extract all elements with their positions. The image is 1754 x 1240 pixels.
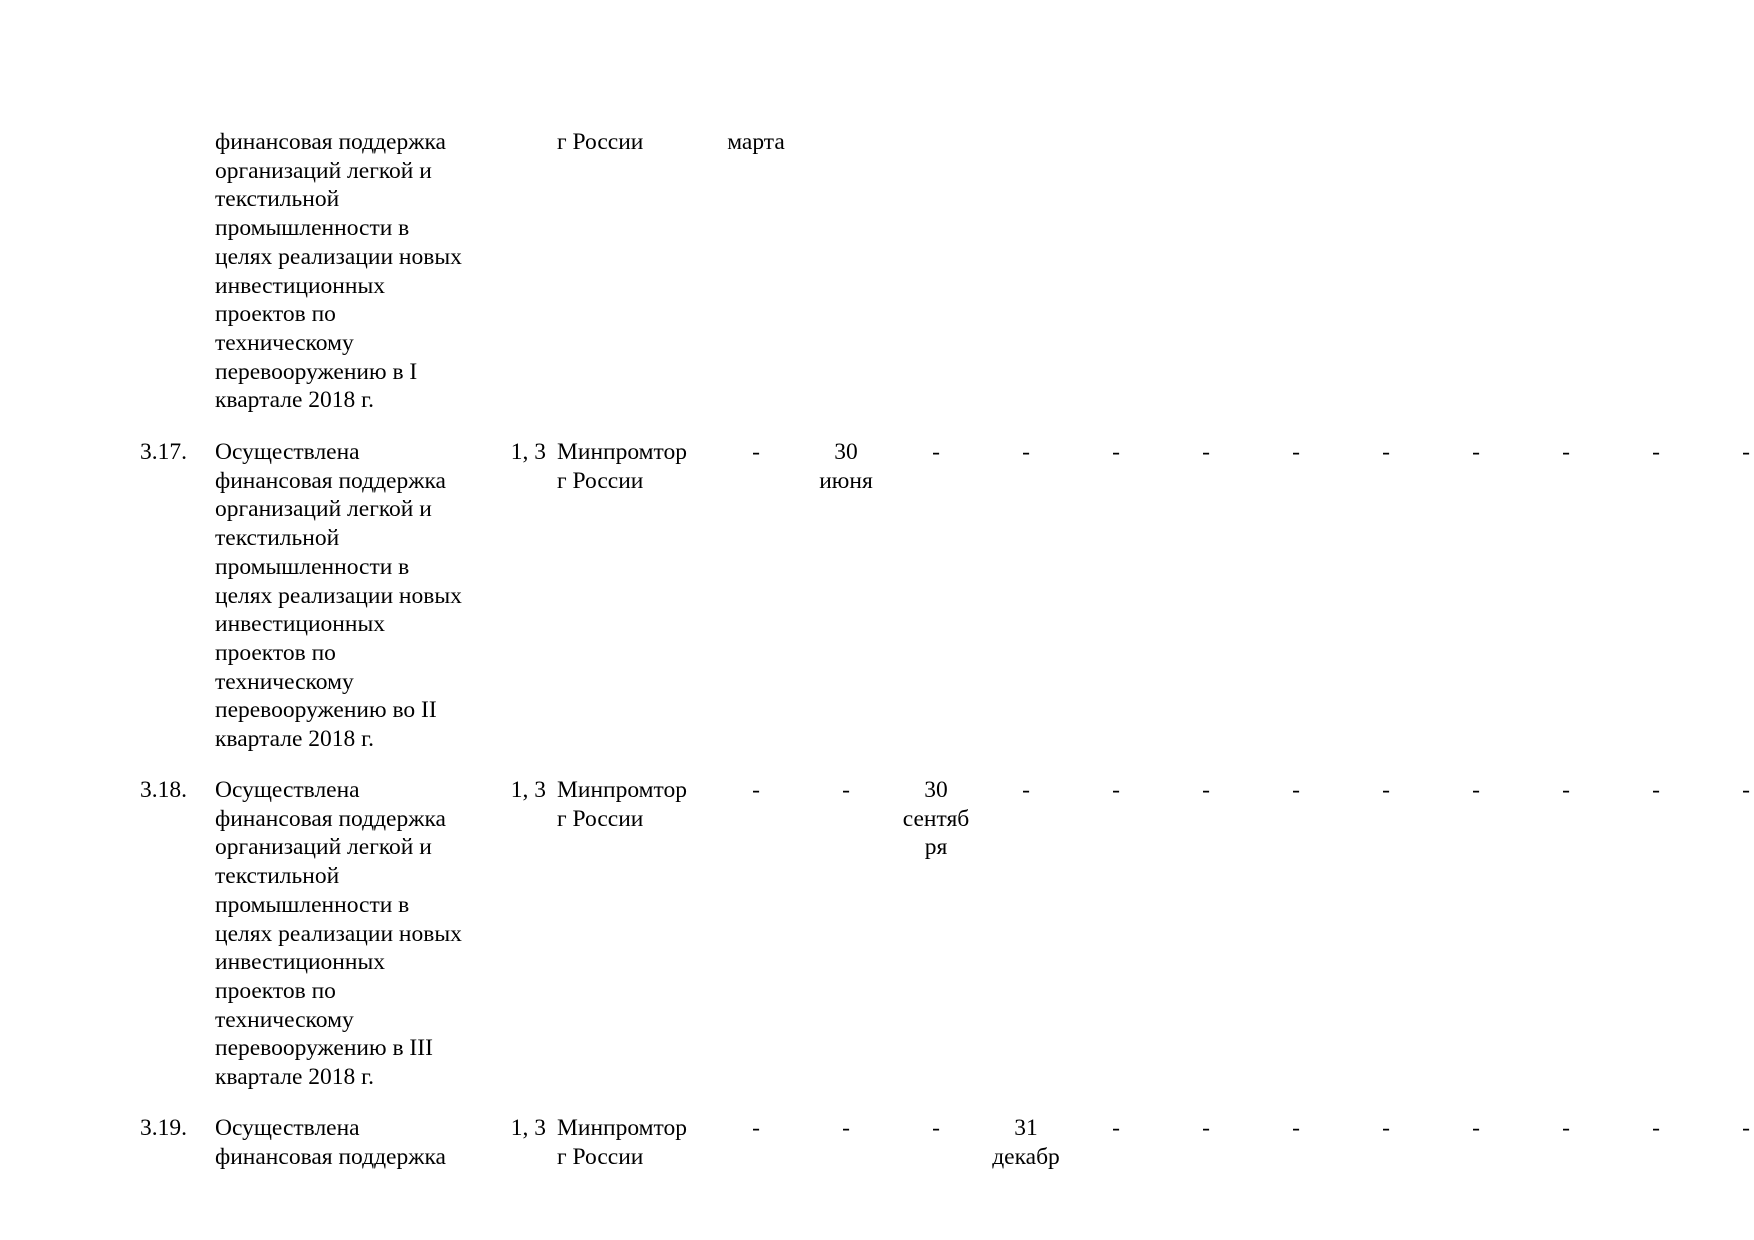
value-text: - bbox=[1292, 1115, 1300, 1141]
value-text: - bbox=[1472, 1115, 1480, 1141]
row-responsible: Минпромтор г России bbox=[557, 777, 688, 832]
row-description: финансовая поддержка организаций легкой и текстильной промышленности в целях реализации новых инвестиционных проектов по техническому перевооружению в I квартале 2018 г. bbox=[215, 129, 462, 414]
row-value bbox=[1611, 1114, 1701, 1143]
value-text: - bbox=[1562, 1115, 1570, 1141]
row-value bbox=[1071, 1114, 1161, 1143]
value-text: сентяб bbox=[902, 805, 970, 832]
value-text: 31 bbox=[1014, 1115, 1038, 1141]
value-text: - bbox=[1112, 1115, 1120, 1141]
row-value bbox=[1521, 438, 1611, 467]
row-responsible: г России bbox=[557, 129, 644, 155]
row-value bbox=[1341, 1114, 1431, 1143]
value-text: июня bbox=[819, 467, 873, 494]
row-value bbox=[1161, 776, 1251, 805]
row-value bbox=[891, 776, 981, 862]
value-text: - bbox=[1652, 439, 1660, 465]
row-code: 1, 3 bbox=[510, 439, 546, 465]
row-value bbox=[711, 128, 801, 157]
value-text: - bbox=[842, 1115, 850, 1141]
row-value bbox=[801, 776, 891, 805]
row-responsible: Минпромтор г России bbox=[557, 439, 688, 494]
value-text: - bbox=[1382, 1115, 1390, 1141]
row-description: Осуществлена финансовая поддержка организаций легкой и текстильной промышленности в целях реализации новых инвестиционных проектов по техническому перевооружению в III квартале 2018 г. bbox=[215, 777, 462, 1091]
row-value bbox=[1701, 1114, 1754, 1143]
row-code: 1, 3 bbox=[510, 1115, 546, 1141]
row-value bbox=[1521, 1114, 1611, 1143]
row-value bbox=[1251, 1114, 1341, 1143]
value-text: - bbox=[1562, 777, 1570, 803]
value-text: - bbox=[1382, 439, 1390, 465]
row-value bbox=[711, 1114, 801, 1143]
value-text: - bbox=[1022, 439, 1030, 465]
value-text: - bbox=[1202, 777, 1210, 803]
value-text: - bbox=[752, 777, 760, 803]
value-text: - bbox=[1652, 1115, 1660, 1141]
row-value bbox=[1611, 776, 1701, 805]
row-value bbox=[711, 438, 801, 467]
value-text: 30 bbox=[834, 439, 858, 465]
row-value bbox=[801, 1114, 891, 1143]
row-number: 3.18. bbox=[140, 777, 187, 803]
row-value bbox=[981, 776, 1071, 805]
value-text: марта bbox=[727, 129, 785, 155]
row-code: 1, 3 bbox=[510, 777, 546, 803]
value-text: - bbox=[932, 439, 940, 465]
row-value bbox=[711, 776, 801, 805]
row-number: 3.19. bbox=[140, 1115, 187, 1141]
row-number: 3.17. bbox=[140, 439, 187, 465]
value-text: - bbox=[1112, 777, 1120, 803]
value-text: - bbox=[1112, 439, 1120, 465]
row-value bbox=[1431, 438, 1521, 467]
value-text: - bbox=[1292, 777, 1300, 803]
value-text: - bbox=[1472, 439, 1480, 465]
value-text: декабр bbox=[992, 1143, 1060, 1170]
row-value bbox=[1701, 776, 1754, 805]
row-value bbox=[1431, 1114, 1521, 1143]
value-text: - bbox=[1022, 777, 1030, 803]
value-text: - bbox=[752, 1115, 760, 1141]
value-text: - bbox=[1472, 777, 1480, 803]
row-value bbox=[981, 438, 1071, 467]
value-text: - bbox=[1652, 777, 1660, 803]
value-text: - bbox=[842, 777, 850, 803]
row-value bbox=[891, 438, 981, 467]
value-text: - bbox=[1202, 439, 1210, 465]
row-value bbox=[1251, 438, 1341, 467]
row-value bbox=[1071, 776, 1161, 805]
row-value bbox=[981, 1114, 1071, 1171]
value-text: - bbox=[1382, 777, 1390, 803]
row-value bbox=[1251, 776, 1341, 805]
row-value bbox=[891, 1114, 981, 1143]
row-value bbox=[1161, 1114, 1251, 1143]
value-text: ря bbox=[924, 834, 948, 861]
row-value bbox=[1701, 438, 1754, 467]
row-description: Осуществлена финансовая поддержка bbox=[215, 1115, 446, 1170]
value-text: - bbox=[1562, 439, 1570, 465]
row-value bbox=[1611, 438, 1701, 467]
row-value bbox=[1071, 438, 1161, 467]
row-value bbox=[1341, 438, 1431, 467]
value-text: - bbox=[932, 1115, 940, 1141]
row-value bbox=[1431, 776, 1521, 805]
row-value bbox=[801, 438, 891, 495]
value-text: - bbox=[1742, 777, 1750, 803]
value-text: - bbox=[1202, 1115, 1210, 1141]
value-text: - bbox=[1742, 1115, 1750, 1141]
value-text: 30 bbox=[924, 777, 948, 803]
value-text: - bbox=[1742, 439, 1750, 465]
value-text: - bbox=[1292, 439, 1300, 465]
value-text: - bbox=[752, 439, 760, 465]
row-description: Осуществлена финансовая поддержка организаций легкой и текстильной промышленности в целях реализации новых инвестиционных проектов по техническому перевооружению во II квартале 2018 г. bbox=[215, 439, 462, 753]
row-responsible: Минпромтор г России bbox=[557, 1115, 688, 1170]
row-value bbox=[1161, 438, 1251, 467]
row-value bbox=[1341, 776, 1431, 805]
row-value bbox=[1521, 776, 1611, 805]
